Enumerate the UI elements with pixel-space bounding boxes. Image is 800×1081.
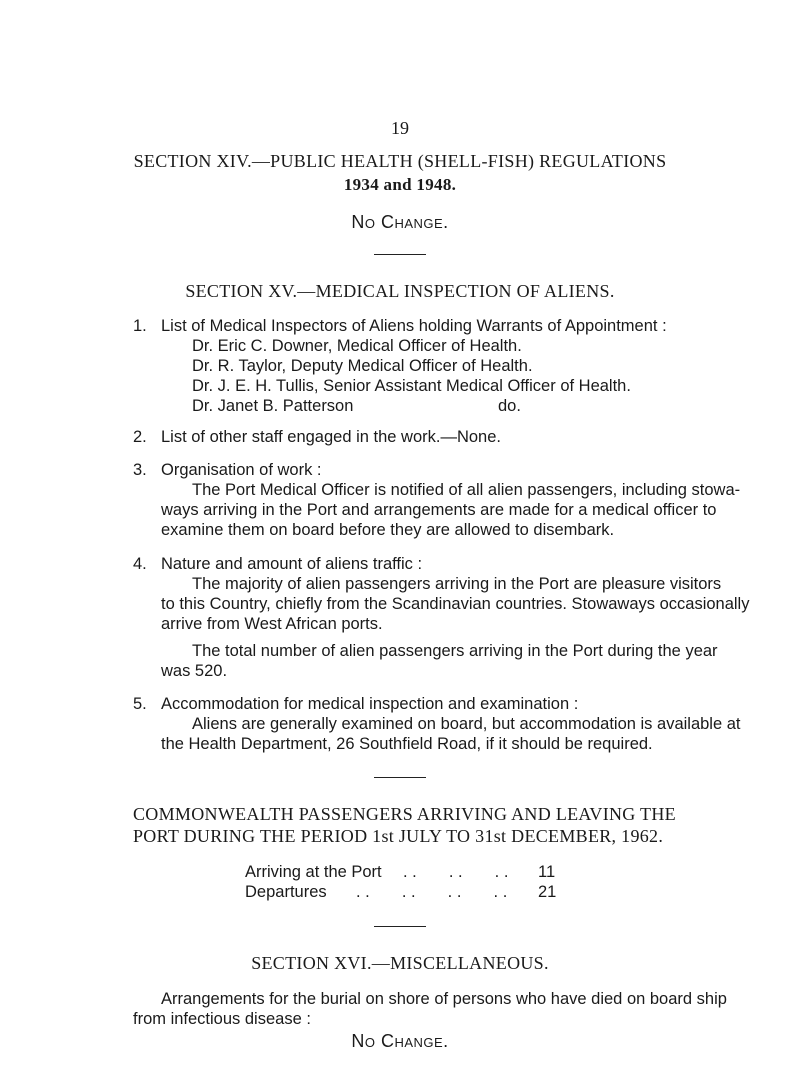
item-number: 5. (133, 695, 147, 713)
item-heading: Accommodation for medical inspection and examination : (161, 695, 579, 713)
section-xiv-status: No Change. (351, 212, 449, 232)
passenger-row-value: 11 (538, 863, 556, 881)
divider (374, 777, 426, 778)
section-xvi-title: SECTION XVI.—MISCELLANEOUS. (251, 953, 549, 973)
item-heading: List of other staff engaged in the work.—None. (161, 428, 501, 446)
section-xvi-status: No Change. (351, 1031, 449, 1051)
passenger-row-label: Departures (245, 883, 327, 901)
paragraph-line: Aliens are generally examined on board, but accommodation is available at (192, 715, 741, 733)
item-heading: Nature and amount of aliens traffic : (161, 555, 423, 573)
paragraph-line: the Health Department, 26 Southfield Road, if it should be required. (161, 735, 653, 753)
item-heading: Organisation of work : (161, 461, 322, 479)
section-xiv-years: 1934 and 1948. (343, 175, 457, 194)
item-number: 4. (133, 555, 147, 573)
inspector-entry: Dr. Janet B. Patterson (192, 397, 354, 415)
ditto-mark: do. (498, 397, 521, 415)
item-number: 2. (133, 428, 147, 446)
item-number: 3. (133, 461, 147, 479)
paragraph-line: arrive from West African ports. (161, 615, 383, 633)
passenger-row-leaders: . . . . . . . . (356, 883, 508, 901)
section-xiv-title: SECTION XIV.—PUBLIC HEALTH (SHELL-FISH) REGULATIONS (133, 151, 667, 171)
passenger-row-label: Arriving at the Port (245, 863, 382, 881)
paragraph-line: to this Country, chiefly from the Scandinavian countries. Stowaways occasionally (161, 595, 750, 613)
paragraph-line: ways arriving in the Port and arrangements are made for a medical officer to (161, 501, 717, 519)
commonwealth-title-line2: PORT DURING THE PERIOD 1st JULY TO 31st DECEMBER, 1962. (133, 826, 664, 846)
item-heading: List of Medical Inspectors of Aliens holding Warrants of Appointment : (161, 317, 667, 335)
paragraph-line: The majority of alien passengers arriving in the Port are pleasure visitors (192, 575, 722, 593)
inspector-entry: Dr. R. Taylor, Deputy Medical Officer of Health. (192, 357, 533, 375)
inspector-entry: Dr. J. E. H. Tullis, Senior Assistant Medical Officer of Health. (192, 377, 631, 395)
divider (374, 926, 426, 927)
item-number: 1. (133, 317, 147, 335)
paragraph-line: Arrangements for the burial on shore of persons who have died on board ship (161, 990, 727, 1008)
paragraph-line: from infectious disease : (133, 1010, 311, 1028)
paragraph-line: The total number of alien passengers arriving in the Port during the year (192, 642, 718, 660)
divider (374, 254, 426, 255)
section-xv-title: SECTION XV.—MEDICAL INSPECTION OF ALIENS. (185, 281, 615, 301)
passenger-row-leaders: . . . . . . (403, 863, 509, 881)
paragraph-line: The Port Medical Officer is notified of all alien passengers, including stowa- (192, 481, 741, 499)
paragraph-line: examine them on board before they are allowed to disembark. (161, 521, 615, 539)
page-number: 19 (391, 118, 409, 138)
inspector-entry: Dr. Eric C. Downer, Medical Officer of Health. (192, 337, 522, 355)
paragraph-line: was 520. (161, 662, 228, 680)
commonwealth-title-line1: COMMONWEALTH PASSENGERS ARRIVING AND LEAVING THE (133, 804, 676, 824)
passenger-row-value: 21 (538, 883, 557, 901)
